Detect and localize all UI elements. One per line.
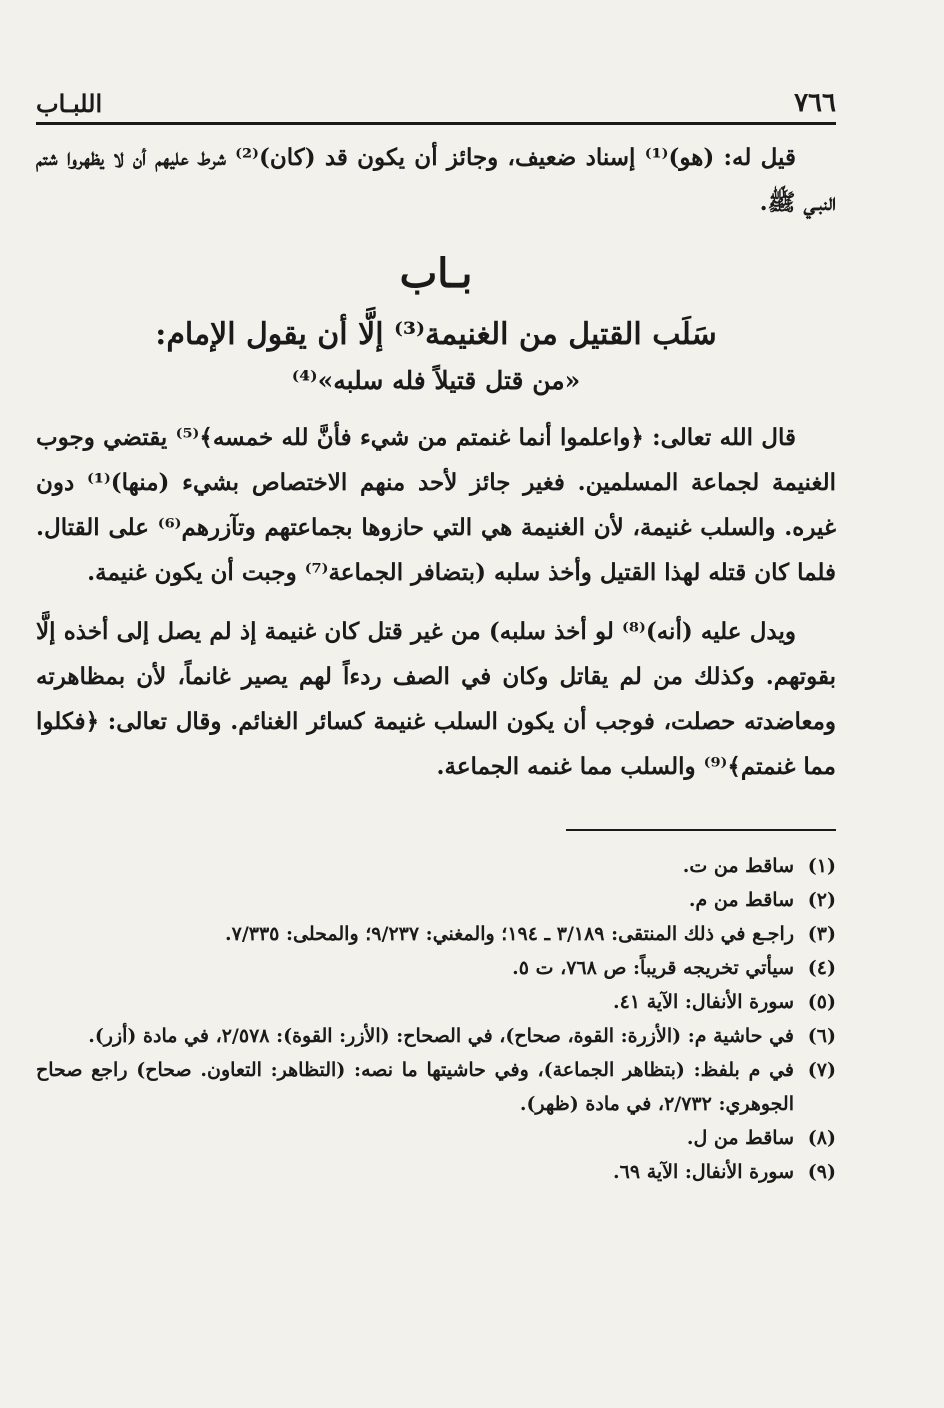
- book-page: [36, 78, 836, 1189]
- footnote-number: (٢): [807, 889, 836, 911]
- footnote-number: (٨): [807, 1127, 836, 1149]
- footnote-text: ساقط من م.: [688, 889, 794, 911]
- footnote-number: (٧): [807, 1059, 836, 1081]
- footnote-item: [36, 1053, 836, 1121]
- page-number: ٧٦٦: [794, 88, 836, 118]
- chapter-title: سَلَب القتيل من الغنيمة⁽³⁾ إلَّا أن يقول الإمام:: [155, 317, 717, 352]
- chapter-label: بـاب: [399, 250, 473, 297]
- chapter-subtitle: «من قتل قتيلاً فله سلبه»⁽⁴⁾: [291, 366, 581, 395]
- footnote-text: سيأتي تخريجه قريباً: ص ٧٦٨، ت ٥.: [512, 957, 794, 979]
- footnote-item: [36, 849, 836, 883]
- body-paragraph: ويدل عليه (أنه)⁽⁸⁾ لو أخذ سلبه) من غير قتل كان غنيمة إذ لم يصل إلى أخذه إلَّا بقوتهم. وكذلك من لم يقاتل وكان في الصف ردءاً لهم يصير غانماً، لأن بمظاهرته ومعاضدته حصلت، فوجب أن يكون السلب غنيمة كسائر الغنائم. وقال تعالى: ﴿فكلوا مما غنمتم﴾⁽⁹⁾ والسلب مما غنمه الجماعة.: [36, 618, 836, 780]
- footnote-item: [36, 1121, 836, 1155]
- footnote-number: (٦): [807, 1025, 836, 1047]
- footnote-text: ساقط من ل.: [686, 1127, 794, 1149]
- footnote-item: [36, 917, 836, 951]
- footnote-number: (٥): [807, 991, 836, 1013]
- footnote-number: (١): [807, 855, 836, 877]
- footnote-number: (٩): [807, 1161, 836, 1183]
- footnote-text: سورة الأنفال: الآية ٤١.: [613, 991, 794, 1013]
- running-header: [36, 78, 836, 125]
- footnote-text: راجـع في ذلك المنتقى: ٣/١٨٩ ـ ١٩٤؛ والمغني: ٩/٢٣٧؛ والمحلى: ٧/٣٣٥.: [225, 923, 794, 945]
- footnote-number: (٤): [807, 957, 836, 979]
- footnote-item: [36, 1155, 836, 1189]
- book-title: اللبـاب: [36, 89, 103, 118]
- footnote-text: في م بلفظ: (بتظاهر الجماعة)، وفي حاشيتها ما نصه: (التظاهر: التعاون. صحاح) راجع صحاح الجوهري: ٢/٧٣٢، في مادة (ظهر).: [36, 1059, 794, 1115]
- footnote-item: [36, 951, 836, 985]
- intro-paragraph: قيل له: (هو)⁽¹⁾ إسناد ضعيف، وجائز أن يكون قد (كان)⁽²⁾ شرط عليهم أن لا يظهروا شتم النبـي ﷺ.: [36, 144, 836, 216]
- footnote-text: في حاشية م: (الأزرة: القوة، صحاح)، في الصحاح: (الأزر: القوة): ٢/٥٧٨، في مادة (أزر).: [88, 1025, 794, 1047]
- footnote-text: ساقط من ت.: [682, 855, 794, 877]
- footnote-text: سورة الأنفال: الآية ٦٩.: [613, 1161, 794, 1183]
- footnote-separator: [566, 829, 836, 831]
- body-paragraph: قال الله تعالى: ﴿واعلموا أنما غنمتم من شيء فأنَّ لله خمسه﴾⁽⁵⁾ يقتضي وجوب الغنيمة لجماعة المسلمين. فغير جائز لأحد منهم الاختصاص بشيء (منها)⁽¹⁾ دون غيره. والسلب غنيمة، لأن الغنيمة هي التي حازوها بجماعتهم وتآزرهم⁽⁶⁾ على القتال. فلما كان قتله لهذا القتيل وأخذ سلبه (بتضافر الجماعة⁽⁷⁾ وجبت أن يكون غنيمة.: [36, 424, 836, 586]
- footnotes: [36, 849, 836, 1189]
- footnote-item: [36, 985, 836, 1019]
- footnote-item: [36, 883, 836, 917]
- footnote-number: (٣): [807, 923, 836, 945]
- footnote-item: [36, 1019, 836, 1053]
